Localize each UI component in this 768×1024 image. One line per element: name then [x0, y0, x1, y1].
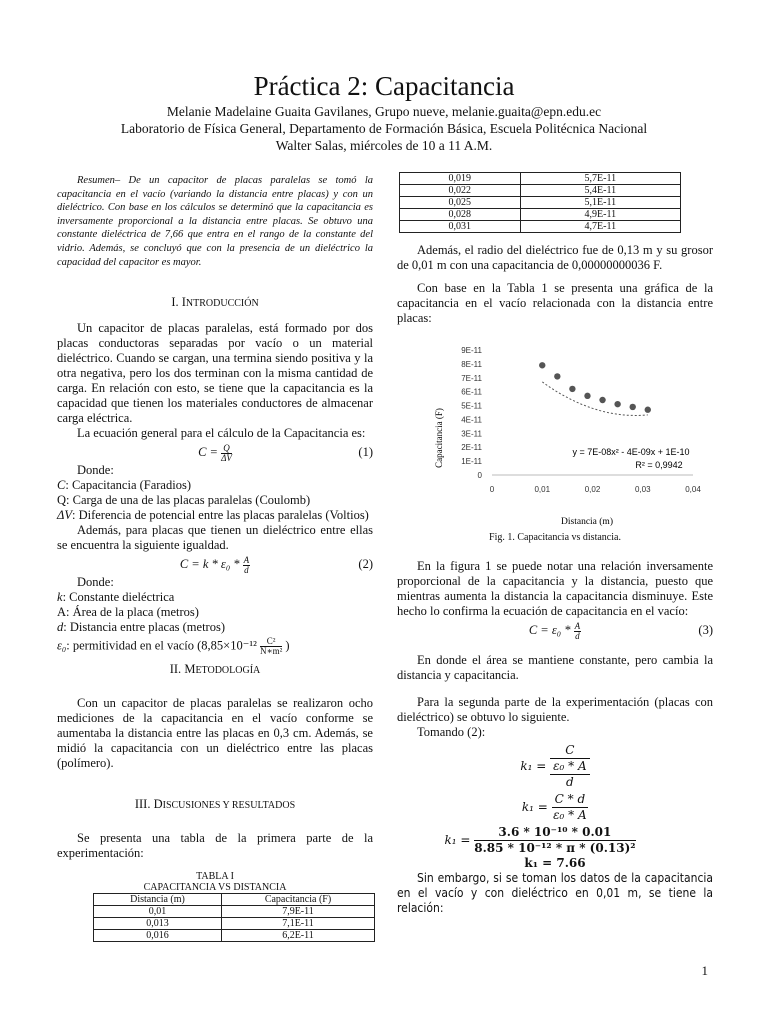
- chart-x-tick-label: 0,02: [584, 485, 601, 494]
- calc-line-2: k₁ = $\frac{C * d}{\text{ε₀ * A}}$: [521, 792, 587, 822]
- tomando-label: Tomando (2):: [417, 725, 486, 739]
- data-table-part-1: [93, 893, 375, 942]
- chart-x-tick-label: 0: [489, 485, 495, 494]
- chart-axes: [461, 346, 701, 494]
- chart-x-tick-label: 0,03: [634, 485, 651, 494]
- right-paragraph-2: Con base en la Tabla 1 se presenta una gráfica de la capacitancia en el vacío relacionada con la distancia entre placas:: [397, 281, 713, 325]
- chart-y-tick-label: 0: [477, 471, 482, 480]
- calc-line-3: k₁ = $\frac{\text{3.6 * 10⁻¹⁰ * 0.01}}{\text{8.85 * 10⁻¹² * π * (0.13)²}}$: [444, 825, 636, 855]
- calc-line-1: k₁ = $\frac{C}{\frac{\text{ε₀ * A}}{d}}$: [397, 743, 713, 790]
- equation-2: C = k * ε₀ * $\frac{A}{d}$ (2): [179, 554, 373, 575]
- chart-point: [569, 386, 575, 392]
- table-label: TABLA I: [196, 871, 234, 883]
- definition-item: d: Distancia entre placas (metros): [57, 620, 225, 635]
- chart-y-tick-label: 2E-11: [461, 443, 482, 453]
- chart-x-tick-label: 0,01: [534, 485, 551, 494]
- affiliation: Laboratorio de Física General, Departamento de Formación Básica, Escuela Politécnica Nacional: [120, 121, 648, 136]
- chart-y-tick-label: 3E-11: [461, 429, 482, 439]
- chart-y-tick-label: 5E-11: [461, 401, 482, 411]
- paper-header: [0, 70, 768, 154]
- chart-y-tick-label: 8E-11: [461, 359, 482, 369]
- authors: Melanie Madelaine Guaita Gavilanes, Grupo nueve, melanie.guaita@epn.edu.ec: [166, 104, 602, 119]
- section-heading-resultados: III. DISCUSIONES Y RESULTADOS: [134, 797, 296, 812]
- chart-trendline: [542, 382, 648, 416]
- chart-y-tick-label: 7E-11: [461, 373, 482, 383]
- data-table-part-2: [399, 172, 681, 233]
- chart-trend-equation: y = 7E-08x² - 4E-09x + 1E-10: [572, 447, 690, 457]
- chart-y-tick-label: 4E-11: [461, 415, 482, 425]
- abstract: Resumen– De un capacitor de placas paralelas se tomó la capacitancia en el vacío (variando la distancia entre placas) y con un dieléctrico. Con base en los cálculos se determinó que la capacitancia es inversamente proporcional a la distancia entre placas. Se obtuvo una constante dieléctrica de 7,66 que entra en el rango de la constante del vidrio. Además, se concluyó que con la presencia de un dieléctrico la capacidad del capacitor es mayor.: [57, 175, 373, 268]
- right-paragraph-3: En la figura 1 se puede notar una relación inversamente proporcional de la capacitancia y la distancia, puesto que mientras aumenta la distancia la capacitancia disminuye. Este hecho lo confirma la ecuación de capacitancia en el vacío:: [397, 559, 713, 618]
- chart-point: [539, 362, 545, 368]
- chart-y-tick-label: 9E-11: [461, 346, 482, 355]
- table-caption: CAPACITANCIA VS DISTANCIA: [143, 882, 287, 894]
- k1-calculation: [397, 743, 713, 871]
- resultados-paragraph: Se presenta una tabla de la primera parte de la experimentación:: [57, 831, 373, 861]
- equation-1: C = $\frac{Q}{\Delta V}$ (1): [198, 442, 373, 463]
- right-paragraph-1: Además, el radio del dieléctrico fue de 0,13 m y su grosor de 0,01 m con una capacitancia de 0,00000000036 F.: [397, 243, 713, 272]
- table-row: 0,01 7,9E-11: [94, 906, 375, 918]
- table-row: 0,028 4,9E-11: [400, 209, 681, 221]
- chart-point: [614, 401, 620, 407]
- table-row: 0,031 4,7E-11: [400, 221, 681, 233]
- intro-paragraph-3: Además, para placas que tienen un dieléctrico entre ellas se encuentra la siguiente igualdad.: [57, 523, 373, 553]
- chart-y-label: Capacitancia (F): [434, 408, 444, 468]
- chart-y-tick-label: 6E-11: [461, 387, 482, 397]
- paper-title: Práctica 2: Capacitancia: [253, 71, 515, 101]
- calc-line-4: k₁ = 7.66: [524, 856, 586, 870]
- table-row: 0,013 7,1E-11: [94, 918, 375, 930]
- metodologia-paragraph: Con un capacitor de placas paralelas se realizaron ocho mediciones de la capacitancia en el vacío conforme se aumentaba la distancia entre las placas en 0,3 cm. Además, se midió la capacitancia con un dieléctrico entre las placas (polímero).: [57, 696, 373, 771]
- table-row: 0,022 5,4E-11: [400, 185, 681, 197]
- page-number: 1: [701, 963, 708, 978]
- equation-3: C = ε₀ * $\frac{A}{d}$ (3): [528, 620, 713, 641]
- chart-trendline-path: [542, 382, 648, 416]
- chart-point: [599, 397, 605, 403]
- definition-item: A: Área de la placa (metros): [57, 605, 199, 620]
- definition-item: C: Capacitancia (Faradios): [57, 478, 191, 493]
- chart-point: [645, 407, 651, 413]
- left-column: [57, 174, 373, 942]
- table-row: 0,019 5,7E-11: [400, 173, 681, 185]
- right-paragraph-6: Sin embargo, si se toman los datos de la capacitancia en el vacío y con dieléctrico en 0,01 m, se tiene la relación:: [397, 871, 713, 915]
- intro-paragraph-2: La ecuación general para el cálculo de la Capacitancia es:: [77, 426, 366, 441]
- chart-points: [539, 362, 651, 413]
- right-paragraph-5: Para la segunda parte de la experimentación (placas con dieléctrico) se obtuvo lo siguiente.: [397, 695, 713, 724]
- chart-y-tick-label: 1E-11: [461, 457, 482, 467]
- chart-point: [584, 393, 590, 399]
- section-heading-metodologia: II. METODOLOGÍA: [169, 662, 261, 677]
- chart-x-label: Distancia (m): [561, 517, 613, 527]
- donde-label-2: Donde:: [77, 575, 114, 590]
- capacitance-chart: [397, 338, 713, 528]
- right-column: [397, 172, 713, 916]
- chart-r-squared: R² = 0,9942: [635, 460, 683, 470]
- definitions-1: [57, 478, 373, 523]
- section-heading-intro: I. INTRODUCCIÓN: [171, 295, 259, 310]
- definition-item: ε₀: permitividad en el vacío (8,85×10⁻¹² $\frac{\text{C²}}{\text{N∗m²}}$ ): [57, 636, 290, 657]
- chart-x-tick-label: 0,04: [685, 485, 701, 494]
- donde-label-1: Donde:: [77, 463, 114, 478]
- chart-point: [630, 404, 636, 410]
- definition-item: Q: Carga de una de las placas paralelas (Coulomb): [57, 493, 311, 508]
- chart-point: [554, 373, 560, 379]
- figure-caption: Fig. 1. Capacitancia vs distancia.: [489, 532, 621, 543]
- definitions-2: [57, 590, 373, 656]
- instructor: Walter Salas, miércoles de 10 a 11 A.M.: [275, 138, 493, 153]
- table-row: 0,016 6,2E-11: [94, 930, 375, 942]
- table-header-row: Distancia (m) Capacitancia (F): [94, 894, 375, 906]
- table-row: 0,025 5,1E-11: [400, 197, 681, 209]
- intro-paragraph-1: Un capacitor de placas paralelas, está formado por dos placas conductoras separadas por vacío o un material dieléctrico. Cuando se cargan, una termina siendo positiva y la otra negativa, pero los dos terminan con la misma cantidad de carga. En relación con esto, se tiene que la capacitancia es la capacidad que tienen los materiales conductores de almacenar carga eléctrica.: [57, 321, 373, 426]
- definition-item: ΔV: Diferencia de potencial entre las placas paralelas (Voltios): [57, 508, 369, 523]
- right-paragraph-4: En donde el área se mantiene constante, pero cambia la distancia y capacitancia.: [397, 653, 713, 682]
- definition-item: k: Constante dieléctrica: [57, 590, 175, 605]
